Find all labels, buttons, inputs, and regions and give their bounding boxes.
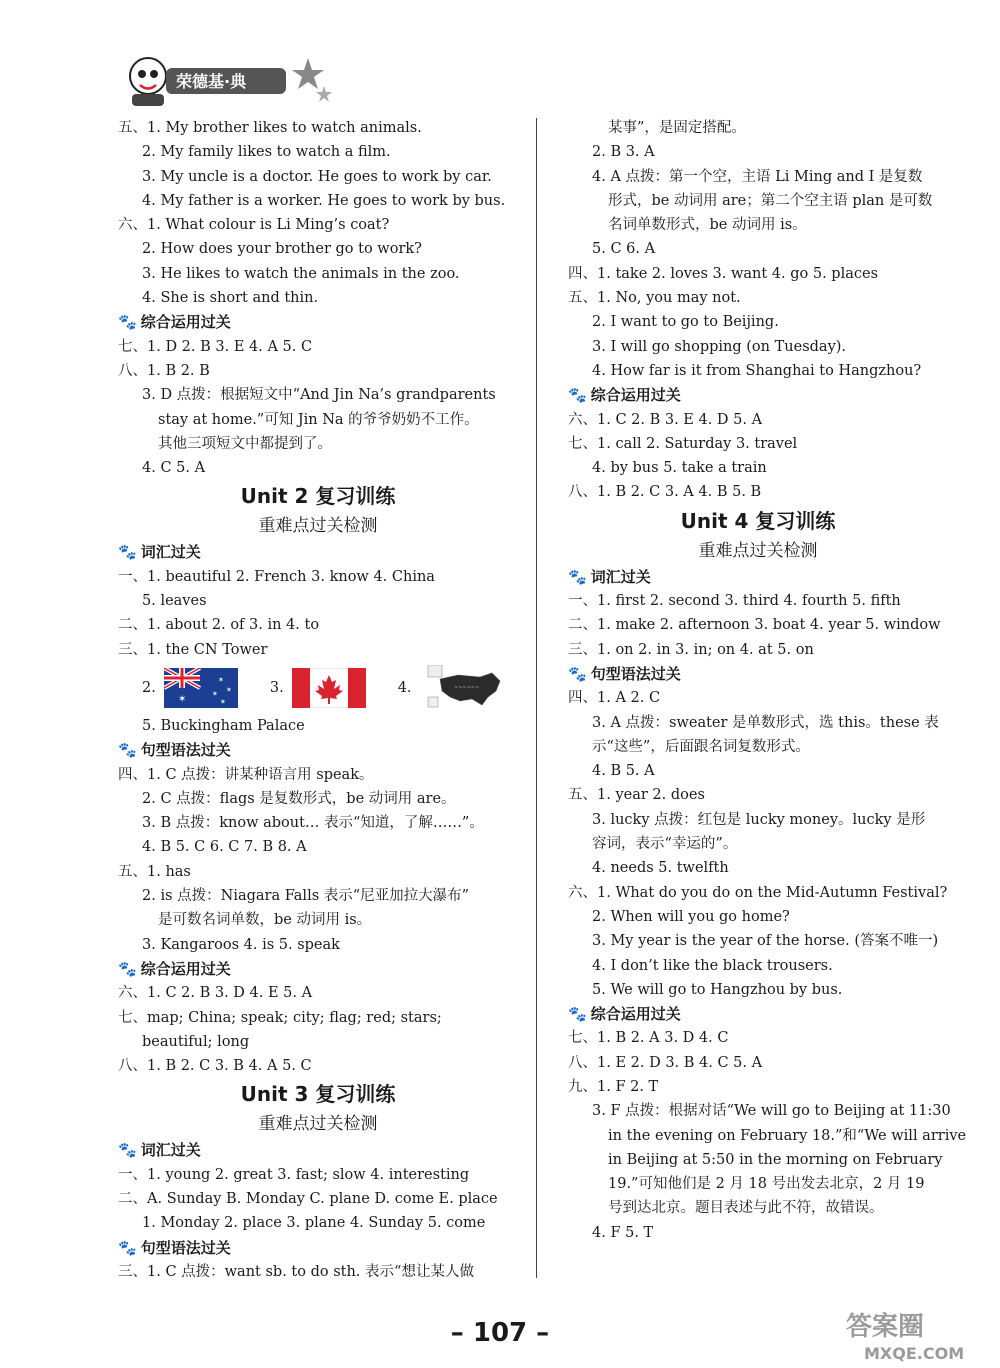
unit-subtitle: 重难点过关检测 — [258, 516, 378, 537]
answer-line: 3. B 点拨：know about… 表示“知道，了解……”。 — [142, 815, 484, 832]
answer-line: 七、1. call 2. Saturday 3. travel — [568, 435, 798, 452]
svg-text:✶: ✶ — [219, 697, 226, 706]
answer-line: 5. C 6. A — [592, 241, 656, 258]
answer-line: 3. I will go shopping (on Tuesday). — [592, 338, 847, 355]
section-heading: 🐾 词汇过关 — [118, 543, 201, 562]
answer-line: 4. B 5. C 6. C 7. B 8. A — [142, 839, 307, 856]
answer-line: 4. She is short and thin. — [142, 290, 319, 307]
section-heading: 🐾 综合运用过关 — [568, 386, 681, 405]
answer-line: 七、1. D 2. B 3. E 4. A 5. C — [118, 338, 313, 355]
answer-line: 5. leaves — [142, 593, 207, 610]
answer-line: 19.”可知他们是 2 月 18 号出发去北京，2 月 19 — [608, 1176, 925, 1193]
answer-line: in Beijing at 5:50 in the morning on February — [608, 1151, 943, 1168]
answer-line: 4. F 5. T — [592, 1224, 654, 1241]
flag-number: 2. — [142, 679, 156, 696]
answer-line: 3. My uncle is a doctor. He goes to work by car. — [142, 168, 492, 185]
answer-line: 五、1. No, you may not. — [568, 290, 741, 307]
answer-line: 形式，be 动词用 are；第二个空主语 plan 是可数 — [608, 192, 933, 209]
answer-line: 5. Buckingham Palace — [142, 717, 305, 734]
answer-line: 4. How far is it from Shanghai to Hangzhou? — [592, 362, 922, 379]
paw-icon: 🐾 — [118, 959, 137, 978]
answer-line: 容词，表示“幸运的”。 — [592, 836, 738, 853]
answer-line: 三、1. on 2. in 3. in; on 4. at 5. on — [568, 641, 814, 658]
paw-icon: 🐾 — [568, 386, 587, 405]
answer-line: 二、1. about 2. of 3. in 4. to — [118, 617, 320, 634]
answer-line: 名词单数形式，be 动词用 is。 — [608, 217, 807, 234]
answer-line: 七、map; China; speak; city; flag; red; stars; — [118, 1009, 442, 1026]
answer-line: 四、1. take 2. loves 3. want 4. go 5. places — [568, 265, 879, 282]
flag-answers — [118, 662, 518, 714]
answer-line: 一、1. young 2. great 3. fast; slow 4. interesting — [118, 1166, 470, 1183]
section-heading: 🐾 句型语法过关 — [568, 664, 681, 683]
answer-line: 2. When will you go home? — [592, 908, 790, 925]
answer-line: 3. lucky 点拨：红包是 lucky money。lucky 是形 — [592, 811, 926, 828]
watermark-url: MXQE.COM — [864, 1344, 965, 1363]
flag-number: 3. — [269, 679, 284, 696]
answer-line: 八、1. B 2. B — [118, 362, 210, 379]
answer-line: 号到达北京。题目表述与此不符，故错误。 — [608, 1200, 884, 1217]
left-column — [118, 116, 518, 1284]
brand-logo — [118, 48, 336, 110]
answer-line: 2. C 点拨：flags 是复数形式，be 动词用 are。 — [142, 790, 456, 807]
answer-line: 一、1. beautiful 2. French 3. know 4. China — [118, 568, 435, 585]
svg-text:✶: ✶ — [217, 675, 224, 684]
svg-text:✶: ✶ — [211, 689, 218, 698]
answer-line: 八、1. E 2. D 3. B 4. C 5. A — [568, 1054, 763, 1071]
svg-text:✶: ✶ — [177, 693, 187, 705]
answer-line: 五、1. year 2. does — [568, 787, 705, 804]
section-heading: 🐾 词汇过关 — [568, 567, 651, 586]
canada-flag-icon — [292, 668, 366, 708]
page-number: – 107 – — [450, 1318, 550, 1348]
svg-text:~~~~~~: ~~~~~~ — [453, 684, 479, 691]
answer-line: 2. is 点拨：Niagara Falls 表示“尼亚加拉大瀑布” — [142, 888, 470, 905]
answer-line: 2. B 3. A — [592, 144, 655, 161]
paw-icon: 🐾 — [568, 567, 587, 586]
answer-line: 五、1. My brother likes to watch animals. — [118, 120, 422, 136]
answer-line: 五、1. has — [118, 863, 191, 880]
usa-map-icon — [420, 665, 506, 711]
answer-line: 4. B 5. A — [592, 763, 655, 780]
answer-line: 3. He likes to watch the animals in the zoo. — [142, 265, 460, 282]
answer-line: 八、1. B 2. C 3. A 4. B 5. B — [568, 484, 762, 501]
paw-icon: 🐾 — [568, 1005, 587, 1024]
answer-line: 六、1. What do you do on the Mid-Autumn Festival? — [568, 884, 948, 901]
unit-subtitle: 重难点过关检测 — [698, 540, 818, 561]
answer-line: 4. needs 5. twelfth — [592, 860, 729, 877]
answer-line: in the evening on February 18.”和“We will arrive — [608, 1127, 967, 1144]
paw-icon: 🐾 — [118, 1238, 137, 1257]
answer-line: 示“这些”，后面跟名词复数形式。 — [592, 738, 810, 755]
answer-line: 4. I don’t like the black trousers. — [592, 957, 833, 974]
answer-line: 3. My year is the year of the horse. (答案不唯一) — [592, 933, 939, 950]
section-heading: 🐾 句型语法过关 — [118, 1238, 231, 1257]
section-heading: 🐾 综合运用过关 — [118, 959, 231, 978]
unit-subtitle: 重难点过关检测 — [258, 1114, 378, 1135]
paw-icon: 🐾 — [118, 313, 137, 332]
section-heading: 🐾 句型语法过关 — [118, 741, 231, 760]
answer-line: 3. A 点拨：sweater 是单数形式，选 this。these 表 — [592, 714, 939, 731]
answer-line: 七、1. B 2. A 3. D 4. C — [568, 1030, 729, 1047]
answer-line: 某事”，是固定搭配。 — [608, 120, 746, 136]
answer-line: 六、1. C 2. B 3. D 4. E 5. A — [118, 985, 313, 1002]
answer-line: 九、1. F 2. T — [568, 1078, 659, 1095]
answer-line: 4. A 点拨：第一个空，主语 Li Ming and I 是复数 — [592, 168, 923, 185]
unit-title: Unit 4 复习训练 — [680, 508, 836, 533]
logo-text: 荣德基·典 — [176, 72, 247, 91]
answer-line: 4. My father is a worker. He goes to work by bus. — [142, 192, 506, 209]
answer-line: 5. We will go to Hangzhou by bus. — [592, 981, 843, 998]
answer-line: beautiful; long — [142, 1033, 250, 1050]
answer-line: 六、1. What colour is Li Ming’s coat? — [118, 217, 390, 234]
right-column — [568, 116, 967, 1245]
answer-line: 2. How does your brother go to work? — [142, 241, 422, 258]
answer-line: 三、1. C 点拨：want sb. to do sth. 表示“想让某人做 — [118, 1263, 474, 1280]
paw-icon: 🐾 — [118, 741, 137, 760]
answer-line: 三、1. the CN Tower — [118, 641, 268, 658]
answer-line: 4. C 5. A — [142, 460, 206, 477]
flag-number: 4. — [397, 679, 412, 696]
section-heading: 🐾 综合运用过关 — [118, 313, 231, 332]
paw-icon: 🐾 — [568, 664, 587, 683]
column-divider — [536, 118, 537, 1278]
unit-title: Unit 2 复习训练 — [240, 484, 396, 509]
answer-line: 四、1. C 点拨：讲某种语言用 speak。 — [118, 766, 374, 783]
answer-line: 是可数名词单数，be 动词用 is。 — [158, 912, 372, 929]
svg-text:✶: ✶ — [225, 685, 232, 694]
answer-line: 六、1. C 2. B 3. E 4. D 5. A — [568, 411, 763, 428]
answer-line: 3. F 点拨：根据对话“We will go to Beijing at 11:30 — [592, 1103, 951, 1120]
answer-line: 3. D 点拨：根据短文中“And Jin Na’s grandparents — [142, 387, 496, 404]
section-heading: 🐾 词汇过关 — [118, 1141, 201, 1160]
section-heading: 🐾 综合运用过关 — [568, 1005, 681, 1024]
paw-icon: 🐾 — [118, 1141, 137, 1160]
answer-line: 3. Kangaroos 4. is 5. speak — [142, 936, 340, 953]
australia-flag-icon — [164, 668, 238, 708]
site-watermark — [840, 1305, 990, 1363]
answer-line: 2. My family likes to watch a film. — [142, 144, 391, 161]
answer-line: 二、1. make 2. afternoon 3. boat 4. year 5. window — [568, 617, 941, 634]
answer-line: 其他三项短文中都提到了。 — [158, 435, 332, 452]
answer-line: 4. by bus 5. take a train — [592, 460, 767, 477]
answer-line: stay at home.”可知 Jin Na 的爷爷奶奶不工作。 — [158, 411, 479, 428]
answer-line: 一、1. first 2. second 3. third 4. fourth 5. fifth — [568, 593, 901, 610]
paw-icon: 🐾 — [118, 543, 137, 562]
answer-line: 四、1. A 2. C — [568, 690, 661, 707]
answer-line: 1. Monday 2. place 3. plane 4. Sunday 5. come — [142, 1215, 486, 1232]
watermark-text: 答案圈 — [846, 1312, 925, 1342]
unit-title: Unit 3 复习训练 — [240, 1082, 396, 1107]
answer-line: 2. I want to go to Beijing. — [592, 314, 779, 331]
answer-line: 二、A. Sunday B. Monday C. plane D. come E. place — [118, 1190, 498, 1207]
answer-line: 八、1. B 2. C 3. B 4. A 5. C — [118, 1058, 312, 1075]
